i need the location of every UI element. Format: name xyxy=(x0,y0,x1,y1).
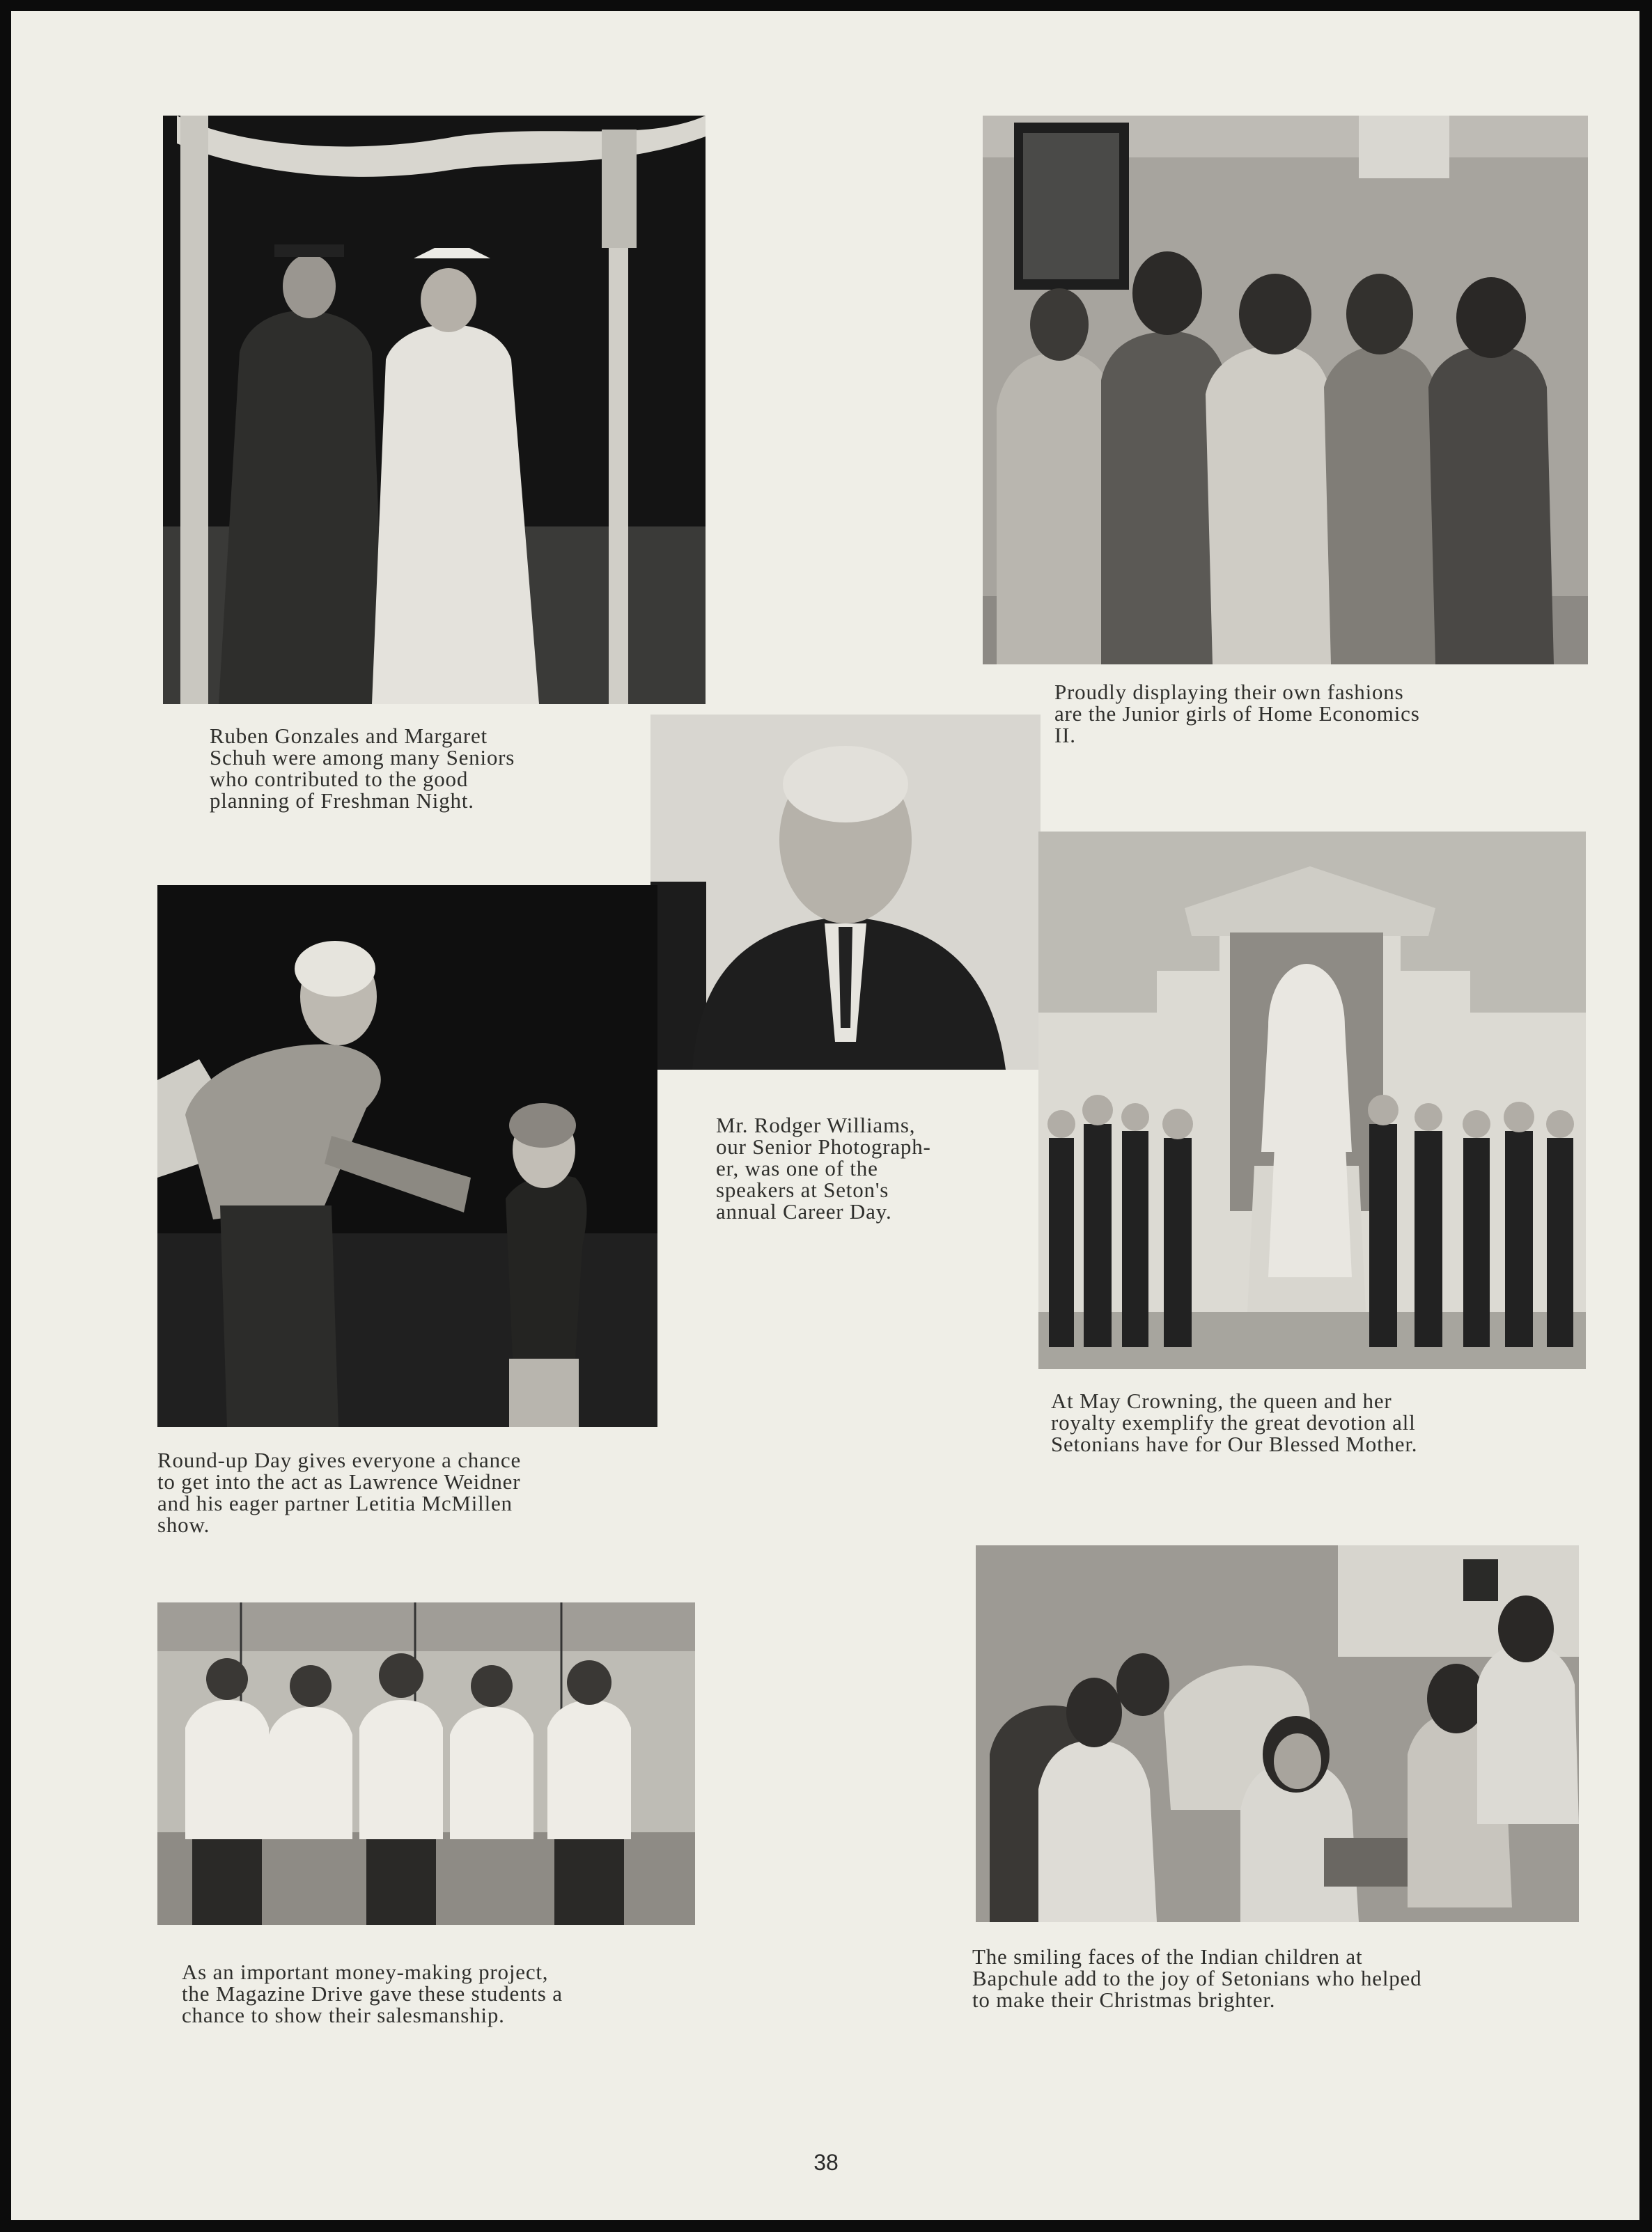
caption-freshman-night xyxy=(210,725,515,811)
photo-bapchule-children xyxy=(976,1545,1579,1922)
photo-round-up-day xyxy=(157,885,657,1427)
caption-line: As an important money-making project, xyxy=(182,1960,549,1984)
caption-line: show. xyxy=(157,1513,210,1537)
caption-line: The smiling faces of the Indian children at xyxy=(972,1944,1363,1969)
caption-round-up-day xyxy=(157,1449,521,1536)
caption-line: the Magazine Drive gave these students a xyxy=(182,1981,563,2006)
caption-home-economics xyxy=(1054,681,1420,746)
caption-line: II. xyxy=(1054,723,1076,747)
yearbook-page xyxy=(11,11,1639,2220)
caption-line: Round-up Day gives everyone a chance xyxy=(157,1448,522,1472)
caption-bapchule xyxy=(972,1946,1421,2011)
caption-line: Bapchule add to the joy of Setonians who helped xyxy=(972,1966,1422,1990)
caption-line: royalty exemplify the great devotion all xyxy=(1051,1410,1416,1435)
caption-line: Mr. Rodger Williams, xyxy=(716,1113,916,1137)
caption-line: our Senior Photograph- xyxy=(716,1134,931,1159)
caption-line: annual Career Day. xyxy=(716,1199,892,1224)
caption-line: Schuh were among many Seniors xyxy=(210,745,515,770)
caption-line: planning of Freshman Night. xyxy=(210,788,474,813)
caption-line: er, was one of the xyxy=(716,1156,878,1180)
caption-line: chance to show their salesmanship. xyxy=(182,2003,505,2027)
caption-line: speakers at Seton's xyxy=(716,1178,889,1202)
caption-photographer xyxy=(716,1114,931,1222)
photo-may-crowning xyxy=(1038,832,1586,1369)
photo-magazine-drive xyxy=(157,1602,695,1925)
photo-photographer xyxy=(650,715,1041,1070)
caption-line: and his eager partner Letitia McMillen xyxy=(157,1491,513,1515)
caption-line: are the Junior girls of Home Economics xyxy=(1054,701,1420,726)
page-number: 38 xyxy=(813,2150,839,2175)
caption-line: to make their Christmas brighter. xyxy=(972,1988,1276,2012)
caption-magazine-drive xyxy=(182,1961,563,2026)
caption-line: Ruben Gonzales and Margaret xyxy=(210,724,488,748)
caption-line: Setonians have for Our Blessed Mother. xyxy=(1051,1432,1418,1456)
photo-graduates xyxy=(163,116,706,704)
caption-line: Proudly displaying their own fashions xyxy=(1054,680,1404,704)
caption-line: who contributed to the good xyxy=(210,767,469,791)
caption-may-crowning xyxy=(1051,1390,1417,1455)
caption-line: At May Crowning, the queen and her xyxy=(1051,1389,1392,1413)
photo-home-economics xyxy=(983,116,1588,664)
caption-line: to get into the act as Lawrence Weidner xyxy=(157,1469,521,1494)
